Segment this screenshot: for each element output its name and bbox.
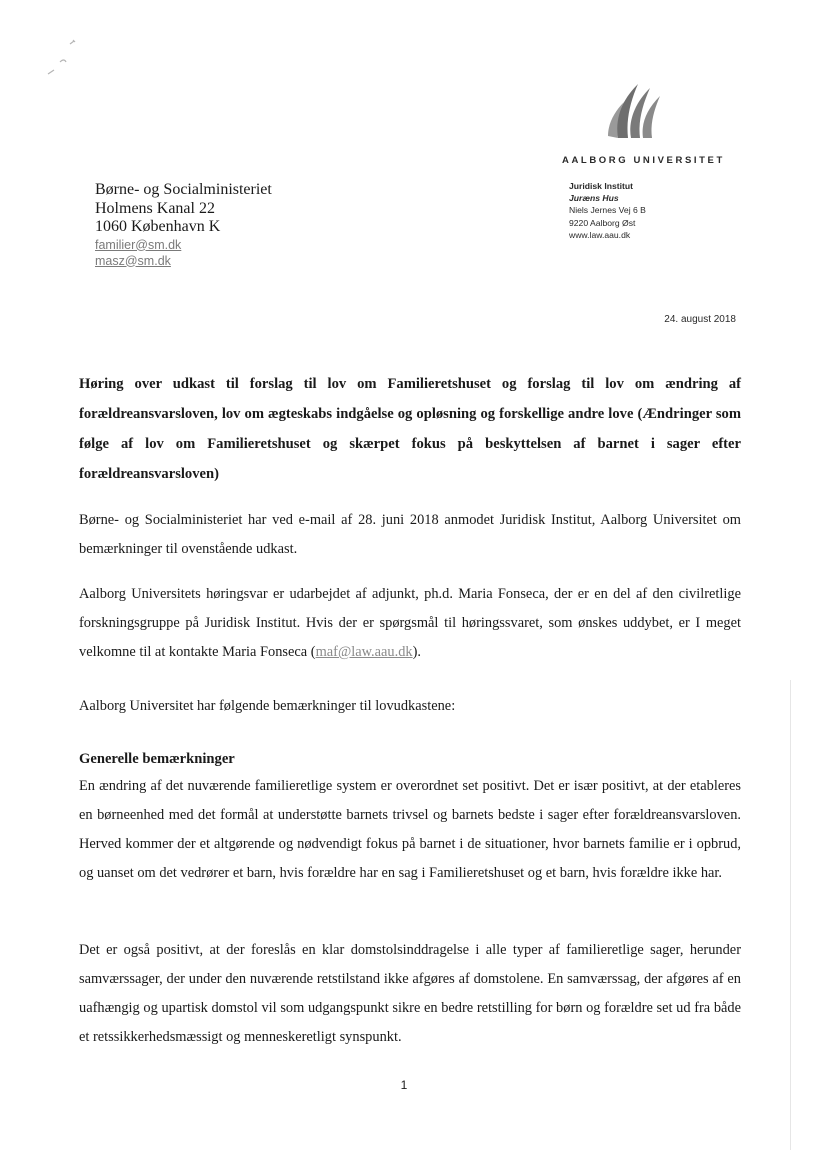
scan-edge-line [790, 680, 791, 1150]
recipient-city: 1060 København K [95, 218, 221, 235]
body-paragraph: Børne- og Socialministeriet har ved e-mail af 28. juni 2018 anmodet Juridisk Institut, Aalborg Universitet om bemærkninger til ovenstående udkast. [79, 512, 741, 557]
recipient-address [95, 181, 272, 269]
sender-building: Juræns Hus [569, 193, 619, 204]
body-paragraph [79, 580, 741, 667]
sender-web: www.law.aau.dk [569, 229, 631, 240]
body-paragraph: Det er også positivt, at der foreslås en klar domstolsinddragelse i alle typer af familieretlige sager, herunder samværssager, der under den nuværende retstilstand ikke afgøres af domstolene. En samværssag, der afgøres af en uafhængig og upartisk domstol vil som udgangspunkt sikre en bedre retstilling for børn og forældre set ud fra både et retssikkerhedsmæssigt og menneskeretligt synspunkt. [79, 942, 741, 1045]
paragraph-text: ). [412, 644, 421, 660]
letter-subject: Høring over udkast til forslag til lov om Familieretshuset og forslag til lov om ændring af forældreansvarsloven, lov om ægteskabs indgåelse og opløsning og forskellige andre love (Ændringer som følge af lov om Familieretshuset og skærpet fokus på beskyttelsen af barnet i sager efter forældreansvarsloven) [79, 376, 741, 482]
recipient-name: Børne- og Socialministeriet [95, 181, 272, 198]
aau-wave-logo-icon [604, 78, 664, 142]
body-paragraph: Aalborg Universitet har følgende bemærkninger til lovudkastene: [79, 698, 456, 714]
sender-street: Niels Jernes Vej 6 B [569, 205, 646, 216]
section-heading: Generelle bemærkninger [79, 751, 235, 767]
contact-email-link[interactable]: maf@law.aau.dk [315, 644, 413, 660]
university-name: AALBORG UNIVERSITET [562, 155, 725, 166]
sender-address [569, 180, 646, 241]
scan-artifact-icon [40, 34, 86, 86]
paragraph-text: Aalborg Universitets høringsvar er udarbejdet af adjunkt, ph.d. Maria Fonseca, der er en del af den civilretlige forskningsgruppe på Juridisk Institut. Hvis der er spørgsmål til høringssvaret, som ønskes uddybet, er I meget velkomne til at kontakte Maria Fonseca ( [79, 586, 741, 660]
page-number: 1 [400, 1078, 408, 1092]
recipient-email-link[interactable]: masz@sm.dk [95, 253, 171, 268]
letter-date: 24. august 2018 [664, 314, 736, 325]
body-paragraph: En ændring af det nuværende familieretlige system er overordnet set positivt. Det er især positivt, at der etableres en børneenhed med det formål at understøtte barnets trivsel og barnets bedste i sager efter forældreansvarsloven. Herved kommer der et altgørende og nødvendigt fokus på barnet i de situationer, hvor barnets familie er i opbrud, og uanset om det vedrører et barn, hvis forældre har en sag i Familieretshuset og et barn, hvis forældre ikke har. [79, 778, 741, 881]
recipient-email-link[interactable]: familier@sm.dk [95, 237, 182, 252]
sender-city: 9220 Aalborg Øst [569, 217, 636, 228]
recipient-street: Holmens Kanal 22 [95, 199, 215, 217]
sender-department: Juridisk Institut [569, 181, 633, 191]
